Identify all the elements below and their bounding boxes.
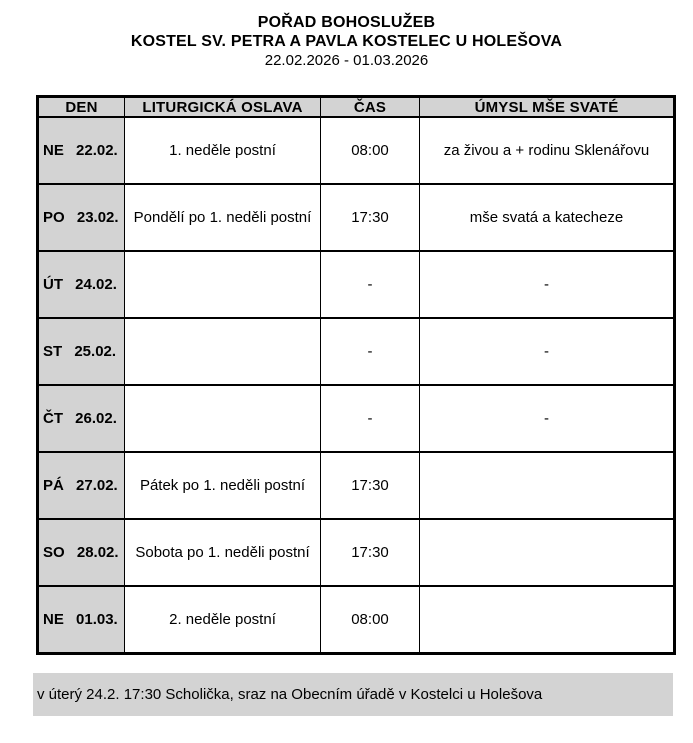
day-cell (38, 586, 125, 654)
celebration-cell: Pátek po 1. neděli postní (125, 452, 321, 519)
time-cell: 17:30 (321, 184, 420, 251)
intention-cell (420, 519, 675, 586)
celebration-cell: 2. neděle postní (125, 586, 321, 654)
day-cell (38, 385, 125, 452)
day-date: 26.02. (75, 410, 117, 427)
day-date: 01.03. (76, 611, 118, 628)
celebration-cell: Sobota po 1. neděli postní (125, 519, 321, 586)
time-cell: 08:00 (321, 586, 420, 654)
time-cell: 08:00 (321, 117, 420, 184)
day-cell (38, 117, 125, 184)
intention-cell: mše svatá a katecheze (420, 184, 675, 251)
time-cell: 17:30 (321, 452, 420, 519)
table-row (38, 519, 675, 586)
day-abbreviation: PÁ (43, 477, 64, 494)
time-cell: - (321, 385, 420, 452)
celebration-cell (125, 318, 321, 385)
column-header-den: DEN (38, 97, 125, 118)
schedule-table (36, 95, 676, 655)
celebration-cell: Pondělí po 1. neděli postní (125, 184, 321, 251)
time-cell: - (321, 318, 420, 385)
day-date: 22.02. (76, 142, 118, 159)
table-header-row (38, 97, 675, 118)
day-date: 28.02. (76, 544, 119, 561)
footer-note: v úterý 24.2. 17:30 Scholička, sraz na Obecním úřadě v Kostelci u Holešova (33, 673, 673, 716)
day-abbreviation: NE (43, 142, 64, 159)
intention-cell: za živou a + rodinu Sklenářovu (420, 117, 675, 184)
day-abbreviation: SO (43, 544, 65, 561)
day-date: 23.02. (76, 209, 119, 226)
page-title: POŘAD BOHOSLUŽEB (257, 14, 436, 31)
day-date: 25.02. (74, 343, 117, 360)
time-cell: - (321, 251, 420, 318)
column-header-cas: ČAS (321, 97, 420, 118)
table-row (38, 318, 675, 385)
table-row (38, 385, 675, 452)
celebration-cell (125, 385, 321, 452)
intention-cell (420, 586, 675, 654)
table-row (38, 117, 675, 184)
table-row (38, 251, 675, 318)
day-abbreviation: NE (43, 611, 64, 628)
document-header (0, 13, 693, 70)
day-date: 24.02. (75, 276, 117, 293)
day-cell (38, 519, 125, 586)
celebration-cell: 1. neděle postní (125, 117, 321, 184)
time-cell: 17:30 (321, 519, 420, 586)
column-header-liturgicka-oslava: LITURGICKÁ OSLAVA (125, 97, 321, 118)
day-cell (38, 184, 125, 251)
church-name: KOSTEL SV. PETRA A PAVLA KOSTELEC U HOLEŠOVA (130, 33, 563, 50)
table-row (38, 586, 675, 654)
day-abbreviation: ČT (43, 410, 63, 427)
intention-cell (420, 452, 675, 519)
day-date: 27.02. (76, 477, 118, 494)
intention-cell: - (420, 385, 675, 452)
column-header-umysl-mse-svate: ÚMYSL MŠE SVATÉ (420, 97, 675, 118)
day-abbreviation: PO (43, 209, 65, 226)
intention-cell: - (420, 251, 675, 318)
day-abbreviation: ÚT (43, 276, 63, 293)
day-cell (38, 318, 125, 385)
table-row (38, 452, 675, 519)
celebration-cell (125, 251, 321, 318)
day-cell (38, 251, 125, 318)
date-range: 22.02.2026 - 01.03.2026 (264, 52, 429, 69)
table-row (38, 184, 675, 251)
day-abbreviation: ST (43, 343, 63, 360)
day-cell (38, 452, 125, 519)
intention-cell: - (420, 318, 675, 385)
